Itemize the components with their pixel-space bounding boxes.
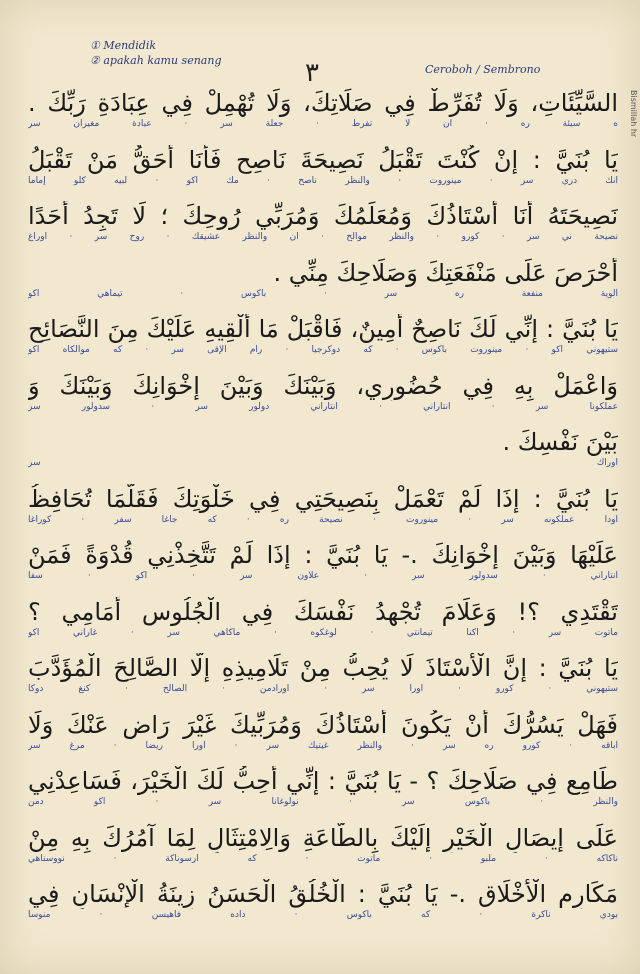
- interlinear-gloss: اباقه · كورو ره سر · والنظر غيتيك سر · اورا ريضا · مرغ سر: [28, 740, 618, 751]
- interlinear-gloss: اوراك سر: [28, 458, 618, 468]
- interlinear-gloss: والنظر · باكوس سر · نولوغانا سر · اكو دمن: [28, 797, 618, 807]
- arabic-line: نَصِيحَتَهُ أَنَا أُسْتَاذُكَ وَمُعَلِّمُكَ وَمُرَبِّي رُوحِكَ ؛ لَا تَجِدُ أَحَدًا: [28, 202, 618, 230]
- interlinear-gloss: نصيحة ني سر · كورو · والنظر موالح · ان والنظر عشيقك · روح سر · اوراغ: [28, 232, 618, 242]
- arabic-line: يَا بُنَيَّ : إِنَّ الْأُسْتَاذَ لَا يُحِبُّ مِنْ تَلَامِيذِهِ إِلَّا الصَّالِحَ الْمُؤَدَّبَ: [28, 654, 618, 682]
- arabic-line: السَّيِّئَاتِ، وَلَا تُفَرِّطْ فِي صَلَاتِكَ، وَلَا تُهْمِلْ فِي عِبَادَةِ رَبِّكَ .: [28, 89, 618, 117]
- arabic-line: مَكَارِمِ الْأَخْلَاقِ .- يَا بُنَيَّ : الْخُلُقُ الْحَسَنُ زِينَةُ الْإِنْسَانِ فِي: [28, 880, 618, 908]
- handwritten-note-top-right: Ceroboh / Sembrono: [425, 63, 541, 76]
- interlinear-gloss: ستيهوني اكو · مينوروت باكوس · كه دوكرجيا · رام الإقى سر · كه موالكاه اكو: [28, 345, 618, 355]
- arabic-line: عَلَيْهَا وَبَيْنَ إِخْوَانِكَ .- يَا بُنَيَّ : إِذَا لَمْ تَتَّخِذْنِي قُدْوَةً فَمَنْ: [28, 541, 618, 569]
- arabic-line: وَاعْمَلْ بِهِ فِي حُضُورِي، وَبَيْنَكَ وَبَيْنَ إِخْوَانِكَ وَبَيْنَكَ وَ: [28, 371, 618, 400]
- interlinear-gloss: اودا عملكونه سر · مينوروت · نصيحة ره · كه جاغا سفر · كوراغا: [28, 514, 618, 525]
- handwritten-notes-top-left: [90, 38, 221, 68]
- edge-label: Bismillah hr: [629, 90, 638, 138]
- note-line: ① Mendidik: [90, 39, 156, 52]
- arabic-line: عَلَى إِيصَالِ الْخَيْرِ إِلَيْكَ بِالطَّاعَةِ وَالِامْتِثَالِ لِمَا آمُرُكَ بِهِ مِنْ: [28, 823, 618, 852]
- interlinear-gloss: الوية منفعة ره سر · باكوس · تيماهي اكو: [28, 288, 618, 299]
- interlinear-gloss: أنك دري سر · مينوروت · والنظر ناصح · مك أكو · لبيه كلو إماما: [28, 175, 618, 186]
- arabic-line: يَا بُنَيَّ : إِنْ كُنْتَ تَقْبَلُ نَصِيحَةَ نَاصِحٍ فَأَنَا أَحَقُّ مَنْ تَقْبَلُ: [28, 145, 618, 174]
- arabic-line: بَيْنَ نَفْسِكَ .: [502, 428, 618, 456]
- interlinear-gloss: بودي ناكرة · كه باكوس · داده فاهيسن · منوسا: [28, 910, 618, 920]
- arabic-line: يَا بُنَيَّ : إِنِّي لَكَ نَاصِحٌ أَمِينٌ، فَاقْبَلْ مَا أُلْقِيهِ عَلَيْكَ مِنَ النَّصَائِحِ: [28, 315, 618, 343]
- interlinear-gloss: عملكونا سر · انتاراني · انتاراني دولور سر · سدولور سر: [28, 401, 618, 412]
- note-line: ② apakah kamu senang: [90, 54, 222, 67]
- interlinear-gloss: ناكاكه · ملبو · ماتوت · كه ارسوناكة · نووسناهي: [28, 853, 618, 864]
- arabic-line: يَا بُنَيَّ : إِذَا لَمْ تَعْمَلْ بِنَصِيحَتِي فِي خَلْوَتِكَ فَقَلَّمَا تُحَافِظُ: [28, 484, 618, 513]
- interlinear-gloss: ماتوت سر · اكنا تيمانتي · لوغكوه · ماكاهي سر · غاراني اكو: [28, 627, 618, 638]
- arabic-line: فَهَلْ يَسُرُّكَ أَنْ يَكُونَ أُسْتَاذُكَ وَمُرَبِّيكَ غَيْرَ رَاضٍ عَنْكَ وَلَا: [28, 710, 618, 739]
- interlinear-gloss: ه سيئة ره · أن لا تفرط · جعلة سر · عبادة مغيران سر: [28, 119, 618, 129]
- interlinear-gloss: انتاراني · سدولور سر · علاون سر · اكو · سفا: [28, 571, 618, 581]
- arabic-line: تَقْتَدِي ؟! وَعَلَامَ تُجْهِدُ نَفْسَكَ فِي الْجُلُوسِ أَمَامِي ؟: [28, 597, 618, 626]
- arabic-line: طَامِعٍ فِي صَلَاحِكَ ؟ - يَا بُنَيَّ : إِنِّي أُحِبُّ لَكَ الْخَيْرَ، فَسَاعِدْنِي: [28, 767, 618, 795]
- page-number: ٣: [305, 58, 319, 88]
- arabic-line: أَحْرَصَ عَلَى مَنْفَعَتِكَ وَصَلَاحِكَ مِنِّي .: [273, 258, 618, 287]
- interlinear-gloss: ستيهوني · كورو · اورا سر · اورادمن · الصالح · كنغ دوكا: [28, 684, 618, 694]
